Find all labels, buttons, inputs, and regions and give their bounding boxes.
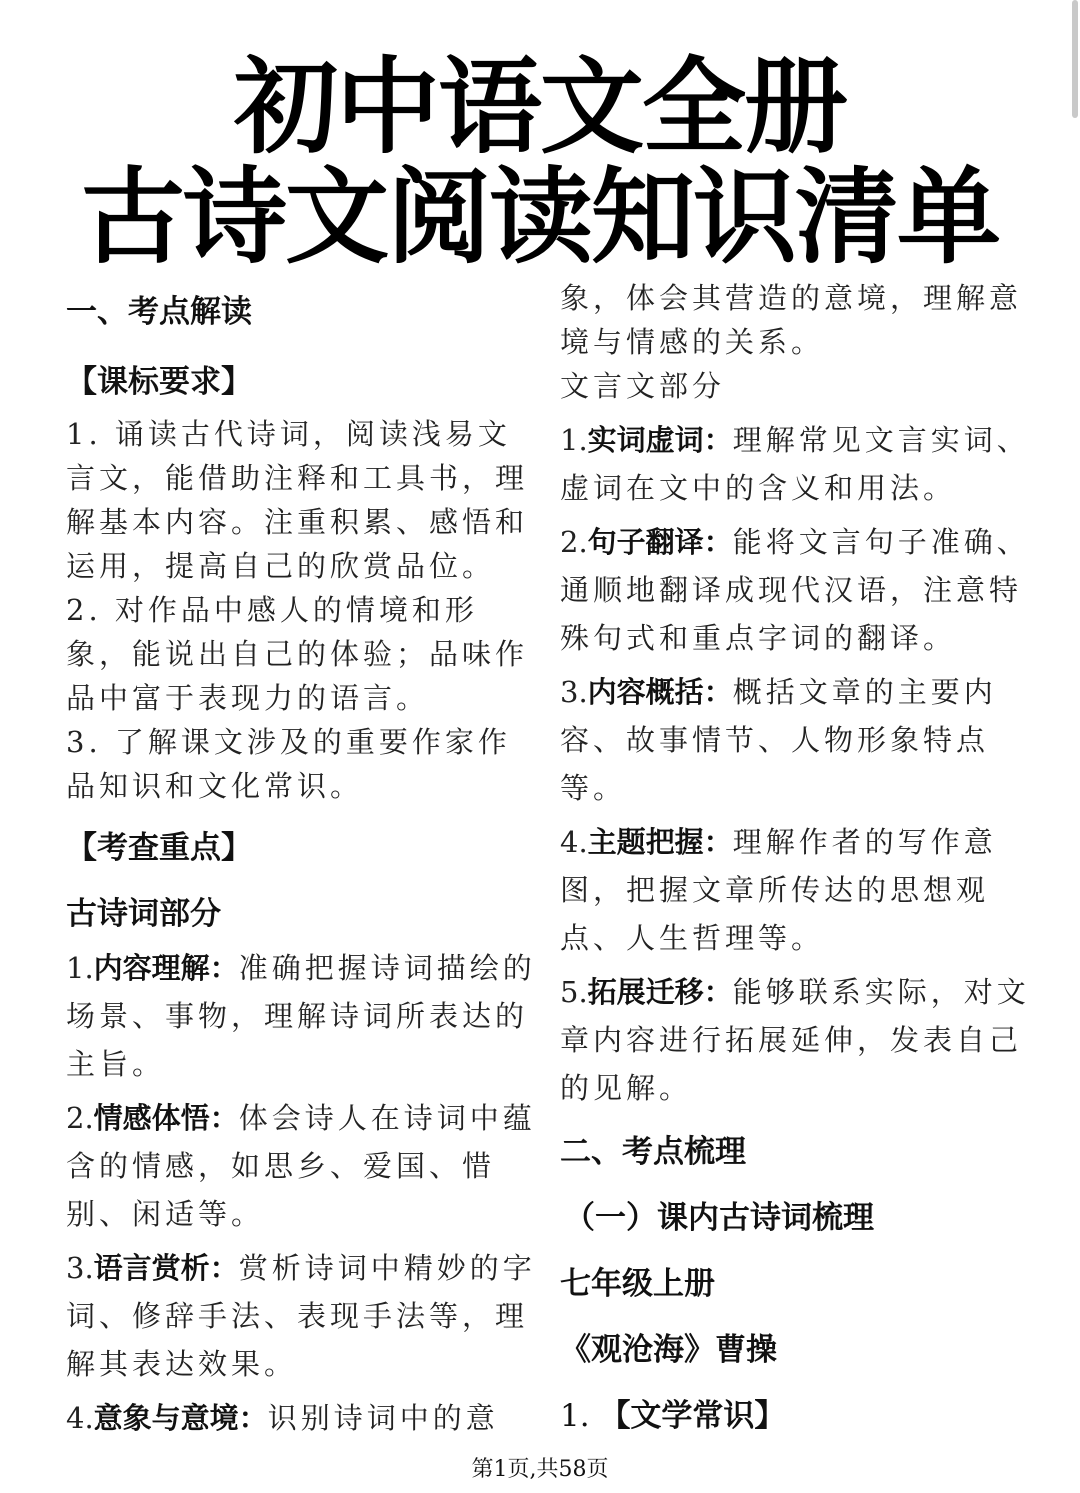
item-term: 意象与意境：: [93, 1401, 268, 1435]
title-line-2: 古诗文阅读知识清单: [80, 156, 999, 278]
section2-heading: 二、考点梳理: [560, 1134, 746, 1170]
continuation-text: 象，体会其营造的意境，理解意境与情感的关系。: [560, 281, 1023, 359]
item-number: 2.: [560, 525, 588, 559]
item-text: 准确把握诗词描绘的场景、事物，理解诗词所表达的主旨。: [66, 951, 536, 1081]
item-number: 4.: [66, 1401, 94, 1435]
item-number: 4.: [560, 825, 588, 859]
classical-item: [560, 818, 1050, 962]
curriculum-item: 1. 诵读古代诗词，阅读浅易文言文，能借助注释和工具书，理解基本内容。注重积累、感悟和运用，提高自己的欣赏品位。: [66, 417, 529, 583]
item-term: 情感体悟：: [93, 1101, 239, 1135]
right-column: [560, 276, 1050, 1446]
poetry-item: [66, 944, 536, 1088]
poetry-heading: 古诗词部分: [66, 896, 221, 932]
poetry-item: [66, 1394, 536, 1442]
classical-heading: 文言文部分: [560, 369, 726, 403]
title-line-1: 初中语文全册: [233, 46, 846, 168]
item-text: 识别诗词中的意: [267, 1401, 499, 1435]
item-number: 3.: [560, 675, 588, 709]
item-term: 拓展迁移：: [587, 975, 733, 1009]
poem-heading: 《观沧海》曹操: [560, 1332, 777, 1368]
focus-heading: 【考查重点】: [66, 830, 252, 866]
item-number: 1.: [66, 951, 94, 985]
item-text: 能将文言句子准确、通顺地翻译成现代汉语，注意特殊句式和重点字词的翻译。: [560, 525, 1030, 655]
literary-knowledge-item: [560, 1390, 1050, 1446]
item-text: 赏析诗词中精妙的字词、修辞手法、表现手法等，理解其表达效果。: [66, 1251, 536, 1381]
sub-heading: （一）课内古诗词梳理: [564, 1200, 874, 1236]
curriculum-item: 2. 对作品中感人的情境和形象，能说出自己的体验；品味作品中富于表现力的语言。: [66, 593, 529, 715]
classical-item: [560, 668, 1050, 812]
curriculum-heading: 【课标要求】: [66, 364, 252, 400]
curriculum-item: 3. 了解课文涉及的重要作家作品知识和文化常识。: [66, 725, 511, 803]
item-term: 句子翻译：: [587, 525, 733, 559]
poetry-item: [66, 1244, 536, 1388]
classical-item: [560, 968, 1050, 1112]
item-number: 3.: [66, 1251, 94, 1285]
item-term: 内容理解：: [93, 951, 239, 985]
left-column: [66, 278, 536, 1442]
item-number: 1.: [560, 423, 588, 457]
item-term: 内容概括：: [587, 675, 733, 709]
item-term: 【文学常识】: [599, 1398, 786, 1434]
item-number: 5.: [560, 975, 588, 1009]
item-number: 1.: [560, 1398, 590, 1434]
item-term: 实词虚词：: [587, 423, 733, 457]
item-text: 概括文章的主要内容、故事情节、人物形象特点等。: [560, 675, 997, 805]
item-text: 理解作者的写作意图，把握文章所传达的思想观点、人生哲理等。: [560, 825, 997, 955]
classical-item: [560, 518, 1050, 662]
item-term: 语言赏析：: [93, 1251, 239, 1285]
page-footer: 第1页,共58页: [471, 1457, 609, 1482]
item-term: 主题把握：: [587, 825, 733, 859]
item-text: 能够联系实际，对文章内容进行拓展延伸，发表自己的见解。: [560, 975, 1030, 1105]
section1-heading: 一、考点解读: [66, 294, 252, 330]
classical-item: [560, 416, 1050, 512]
item-number: 2.: [66, 1101, 94, 1135]
poetry-item: [66, 1094, 536, 1238]
item-text: 理解常见文言实词、虚词在文中的含义和用法。: [560, 423, 1030, 505]
grade-heading: 七年级上册: [560, 1266, 715, 1302]
item-text: 体会诗人在诗词中蕴含的情感，如思乡、爱国、惜别、闲适等。: [66, 1101, 536, 1231]
